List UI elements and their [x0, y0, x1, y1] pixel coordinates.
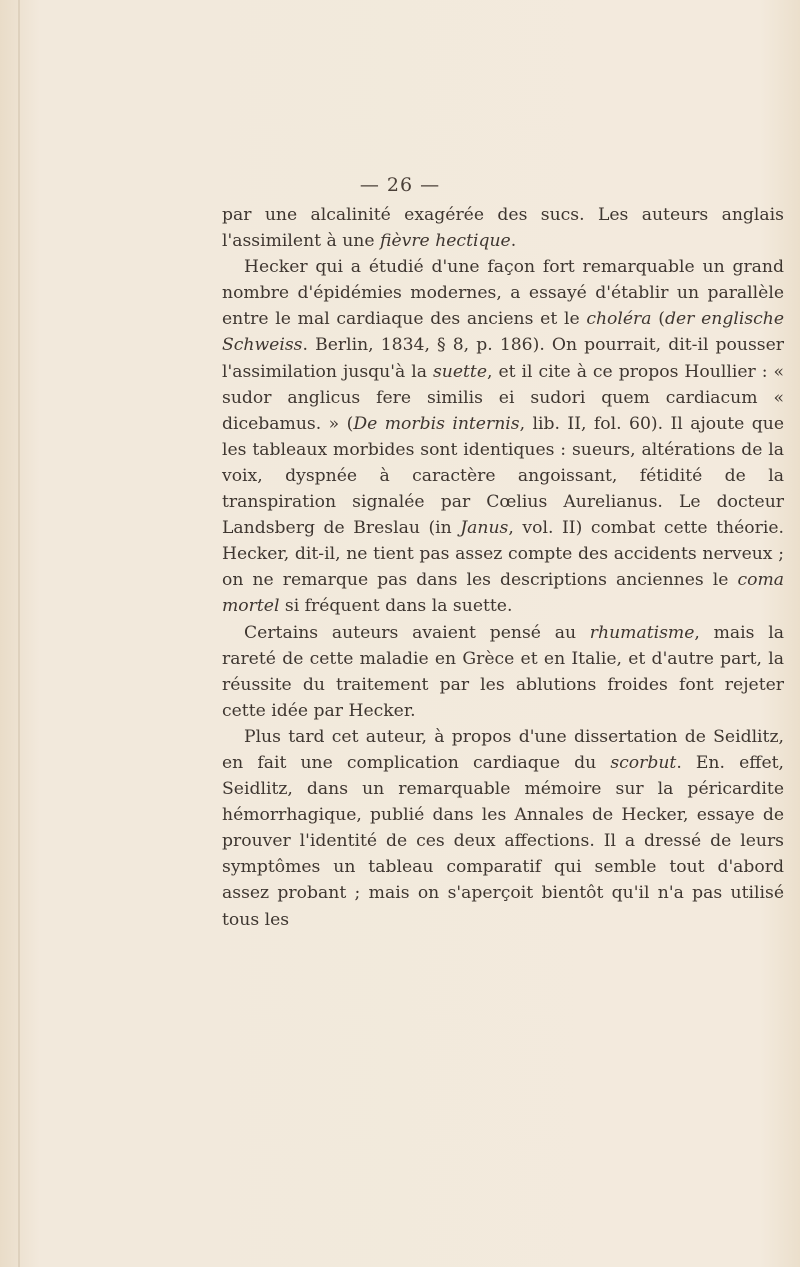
body-text — [222, 202, 784, 933]
text-run: Hecker qui a étudié d'une façon fort remarquable un grand nombre d'épidémies modernes, a essayé d'établir un parallèle entre le mal cardiaque des anciens et le — [222, 257, 784, 330]
text-run: , vol. II) combat cette théorie. Hecker, dit-il, ne tient pas assez compte des accidents nerveux ; on ne remarque pas dans les descriptions anciennes le — [222, 518, 784, 591]
italic-text: coma mortel — [222, 570, 784, 617]
text-run: . — [510, 231, 517, 252]
text-run: Certains auteurs avaient pensé au — [244, 622, 590, 643]
paragraph — [222, 724, 784, 933]
text-run: ( — [651, 309, 665, 330]
text-run: , et il cite à ce propos Houllier : « sudor anglicus fere similis ei sudori quem cardiacum « dicebamus. » ( — [222, 361, 785, 434]
text-run: . Berlin, 1834, § 8, p. 186). On pourrait, dit-il pousser l'assimilation jusqu'à la — [222, 335, 784, 382]
italic-text: De morbis internis — [353, 413, 520, 434]
text-run: , lib. II, fol. 60). Il ajoute que les tableaux morbides sont identiques : sueurs, altérations de la voix, dyspnée à caractère angoissant, fétidité de la transpiration signalée par Cœlius Aurelianus. Le docteur Landsberg de Breslau (in — [222, 413, 784, 539]
paragraph — [222, 620, 784, 724]
text-run: par une alcalinité exagérée des sucs. Les auteurs anglais l'assimilent à une — [222, 205, 784, 252]
text-run: . En. effet, Seidlitz, dans un remarquable mémoire sur la péricardite hémorrhagique, publié dans les Annales de Hecker, essaye de prouver l'identité de ces deux affections. Il a dressé de leurs symptômes un tableau comparatif qui semble tout d'abord assez probant ; mais on s'aperçoit bientôt qu'il n'a pas utilisé tous les — [222, 752, 784, 930]
italic-text: scorbut — [610, 752, 677, 773]
italic-text: fièvre hectique — [380, 231, 511, 252]
text-run: , mais la rareté de cette maladie en Grèce et en Italie, et d'autre part, la réussite du traitement par les ablutions froides font rejeter cette idée par Hecker. — [222, 622, 784, 721]
page-number: — 26 — — [359, 174, 441, 196]
italic-text: Janus — [460, 518, 509, 539]
paragraph — [222, 202, 784, 254]
italic-text: der englische Schweiss — [222, 309, 785, 356]
italic-text: rhumatisme — [589, 622, 695, 643]
italic-text: choléra — [586, 309, 652, 330]
italic-text: suette — [432, 361, 487, 382]
paragraph — [222, 254, 784, 619]
text-run: si fréquent dans la suette. — [279, 596, 513, 617]
text-run: Plus tard cet auteur, à propos d'une dissertation de Seidlitz, en fait une complication cardiaque du — [222, 726, 784, 773]
